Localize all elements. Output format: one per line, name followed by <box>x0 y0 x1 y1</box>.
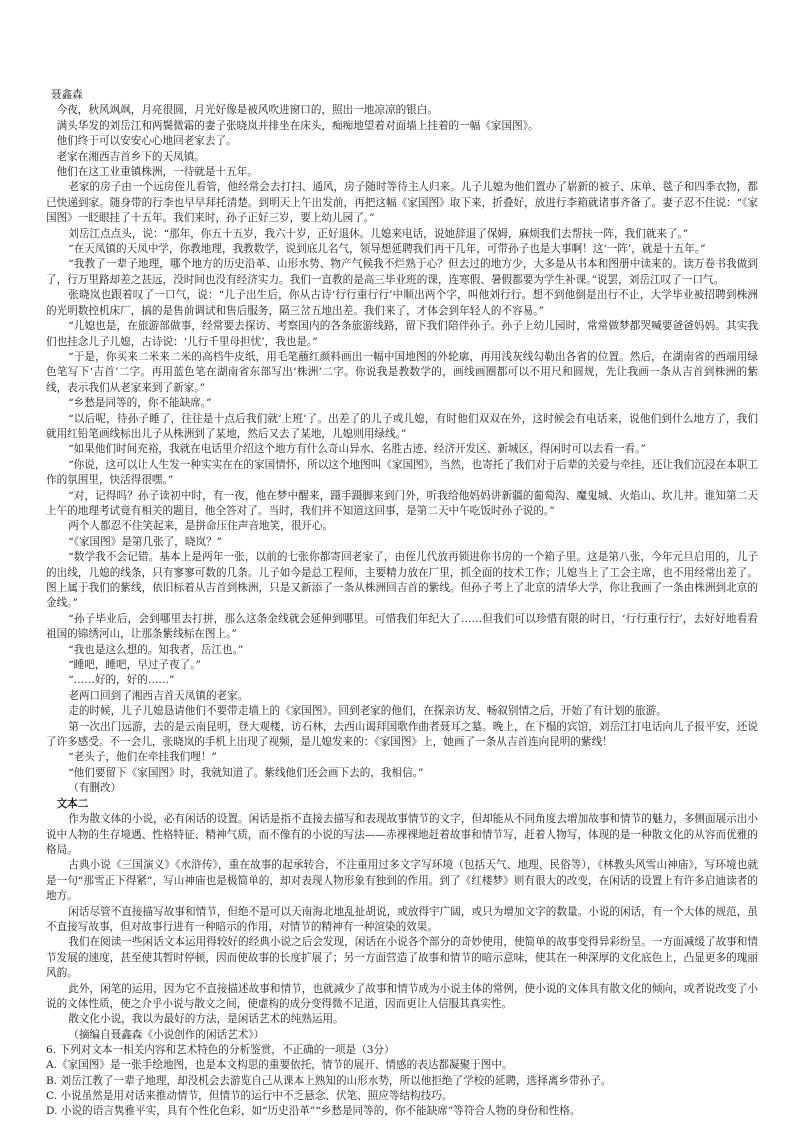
author-name: 聂鑫森 <box>51 89 83 101</box>
text-paragraph: 老家的房子由一个远房侄儿看管，他经常会去打扫、通风，房子随时等待主人归来。儿子儿媳为他们置办了崭新的被子、床单、毯子和四季衣物，都已快递到家。随身带的行李也早早拜托清楚。到明天上午出发前，再把这幅《家国图》取下来，折叠好，放进行李箱就诸事齐备了。妻子忍不住说：“《家国图》一眨眼挂了十五年。我们来时，孙子正好三岁，要上幼儿园了。” <box>46 181 758 225</box>
question-options <box>46 1058 758 1119</box>
text-paragraph: “数学我不会记错。基本上是两年一张，以前的七张你都寄回老家了，由侄儿代放再锁进你书房的一个箱子里。这是第八张，今年元旦启用的，儿子的出线，儿媳的线条，只有寥寥可数的几条。儿子如今是总工程师，主要精力放在厂里，抓全面的技术工作；儿媳当上了工会主席，也不用经常出差了。图上属于我们的紫线，依旧标着从吉首到株洲，只是又新添了一条从株洲回吉首的紫线。但孙子考上了北京的清华大学，你让我画了一条由株洲到北京的金线。” <box>46 551 758 610</box>
text-paragraph: “以后呢，待孙子睡了，往往是十点后我们就‘上班’了。出差了的儿子或儿媳，有时他们双双在外，这时候会有电话来，说他们到什么地方了，我们就用红铅笔画线标出儿子从株洲到了某地，然后又去了某地，儿媳则用绿线。” <box>46 412 758 440</box>
exam-page <box>46 88 758 1119</box>
text-paragraph: 老家在湘西吉首乡下的天凤镇。 <box>56 150 205 163</box>
text-paragraph: 刘岳江点点头，说：“那年，你五十五岁，我六十岁，正好退休。儿媳来电话，说她辞退了保姆，麻烦我们去帮扶一阵，我们就来了。” <box>68 227 689 240</box>
text-two-heading: 文本二 <box>56 797 89 810</box>
text-paragraph: 散文化小说，我以为最好的方法，是闲话艺术的纯熟运用。 <box>68 1013 344 1026</box>
text-paragraph: 此外，闲笔的运用，因为它不直接描述故事和情节，也就减少了故事和情节成为小说主体的常例，使小说的文体具有散文化的倾向，或者说改变了小说的文体性质，使之介乎小说与散文之间，使虚构的成分变得微不足道，因而更让人信服其真实性。 <box>46 982 758 1010</box>
text-paragraph: 第一次出门远游，去的是云南昆明，登大观楼，访石林，去西山谒拜国歌作曲者聂耳之墓。晚上，在下榻的宾馆，刘岳江打电话向儿子报平安，还说了许多感受。不一会儿，张晓岚的手机上出现了视频，是儿媳发来的：《家国图》上，她画了一条从吉首连向昆明的紫线！ <box>46 720 758 749</box>
text-one-body <box>46 103 758 796</box>
text-paragraph: 满头华发的刘岳江和两鬓微霜的妻子张晓岚并排坐在床头，痴痴地望着对面墙上挂着的一幅《家国图》。 <box>56 119 539 132</box>
text-paragraph: “老头子，他们在牵挂我们哩！” <box>68 751 217 764</box>
question-stem: 6. 下列对文本一相关内容和艺术特色的分析鉴赏，不正确的一项是（3分） <box>46 1044 395 1057</box>
text-paragraph: 老两口回到了湘西吉首天凤镇的老家。 <box>68 689 249 702</box>
text-paragraph: 走的时候，儿子儿媳恳请他们不要带走墙上的《家国图》。回到老家的他们，在探亲访友、畅叙别情之后，开始了有计划的旅游。 <box>68 705 667 718</box>
text-two-body <box>46 812 758 1043</box>
answer-option: C. 小说虽然是用对话来推动情节，但情节的运行中不乏悬念、伏笔、照应等结构技巧。 <box>46 1089 453 1102</box>
text-paragraph: （有删改） <box>68 782 122 795</box>
text-paragraph: “对，记得吗？孙子读初中时，有一夜，他在梦中醒来，蹑手蹑脚来到门外，听我给他妈妈讲新疆的葡萄沟、魔鬼城、火焰山、坎儿井。谁知第二天上午的地理考试竟有相关的题目，他全答对了。当时，我们并不知道这回事，是第二天中午吃饭时孙子说的。” <box>46 489 758 517</box>
text-paragraph: 作为散文体的小说，必有闲话的设置。闲话是指不直接去描写和表现故事情节的文字，但却能从不同角度去增加故事和情节的魅力，多侧面展示出小说中人物的生存境遇、性格特征、精神气质，而不像有的小说的写法——赤裸裸地赶着故事和情节写，赶着人物写，体现的是一种散文化的从容而优雅的格局。 <box>46 813 758 856</box>
text-paragraph: “如果他们时间充裕，我就在电话里介绍这个地方有什么奇山异水、名胜古迹、经济开发区、新城区，得闲时可以去看一看。” <box>68 443 646 456</box>
text-paragraph: “儿媳也是，在旅游部做事，经常要去探访、考察国内的各条旅游线路，留下我们陪伴孙子。孙子上幼儿园时，常常做梦都哭喊要爸爸妈妈。其实我们也挂念儿子儿媳，古诗说：‘儿行千里母担忧’，我也是。” <box>46 320 758 348</box>
text-paragraph: “孙子毕业后，会到哪里去打拼，那么这条金线就会延伸到哪里。可惜我们年纪大了……但我们可以珍惜有限的时日，‘行行重行行’，去好好地看看祖国的锦绣河山，让那条紫线标在图上。” <box>46 612 758 641</box>
answer-option: A.《家国图》是一张手绘地图，也是本文构思的重要依托，情节的展开、情感的表达都凝聚于图中。 <box>46 1059 513 1072</box>
text-paragraph: “乡愁是同等的，你不能缺席。” <box>68 397 212 410</box>
text-paragraph: 张晓岚也跟着叹了一口气，说：“儿子出生后，你从古诗‘行行重行行’中顺出两个字，叫他刘行行。想不到他倒是出行不止，大学毕业被招聘到株洲的光明数控机床厂，搞的是售前调试和售后服务，隔三岔五地出差。我们来了，才体会到年轻人的不容易。” <box>46 289 758 317</box>
text-paragraph: 闲话尽管不直接描写故事和情节，但绝不是可以天南海北地乱扯胡说，或放得宇广阔，或只为增加文字的数量。小说的闲话，有一个大体的规范，虽不直接写故事，但对故事行进有一种暗示的作用，对情节的精神有一种渲染的效果。 <box>46 905 758 933</box>
answer-option: D. 小说的语言隽雅平实，具有个性化色彩，如“历史沿革”“乡愁是同等的，你不能缺席”等符合人物的身份和性格。 <box>46 1105 581 1117</box>
text-paragraph: “……好的，好的……” <box>68 674 175 687</box>
text-paragraph: “我教了一辈子地理，哪个地方的历史沿革、山形水势、物产气候我不烂熟于心？但去过的地方少，大多是从书本和图册中读来的。读万卷书我做到了，行万里路却差之甚远，没时间也没有经济实力。我们一直教的是高三毕业班的课，连寒假、暑假都要为学生补课。”说罢，刘岳江叹了一口气。 <box>46 258 758 286</box>
text-paragraph: 今夜，秋风飒飒，月亮很圆，月光好像是被风吹进窗口的，照出一地凉凉的银白。 <box>56 104 438 117</box>
text-paragraph: “于是，你买来二米来二米的高档牛皮纸，用毛笔蘸红颜料画出一幅中国地图的外轮廓，再用浅灰线勾勒出各省的位置。然后，在湖南省的西端用绿色笔写下‘吉首’二字。再用蓝色笔在湖南省东部写出‘株洲’二字。你说我是教数学的，画线画圈都可以不用尺和圆规，先让我画一条从吉首到株洲的紫线，表示我们从老家来到了新家。” <box>46 350 758 394</box>
text-paragraph: “你说，这可以让人生发一种实实在在的家国情怀，所以这个地图叫《家国图》，当然，也寄托了我们对于后辈的关爱与牵挂，还让我们沉浸在本职工作的氛围里，快活得很嘿。” <box>46 458 758 487</box>
text-paragraph: “他们要留下《家国图》时，我就知道了。紫线他们还会画下去的，我相信。” <box>68 766 424 779</box>
text-paragraph: 古典小说《三国演义》《水浒传》，重在故事的起承转合，不注重用过多文字写环境（包括天气、地理、民俗等），《林教头风雪山神庙》，写环境也就是一句“那雪正下得紧”，写山神庙也是极简单的，却对表现人物形象有独到的作用。到了《红楼梦》则有很大的改变，在闲话的设置上有许多启迪读者的地方。 <box>46 859 758 903</box>
answer-option: B. 刘岳江教了一辈子地理，却没机会去游览自己从课本上熟知的山形水势，所以他拒绝了学校的延聘，选择离乡带孙子。 <box>46 1074 612 1087</box>
text-paragraph: （摘编自聂鑫森《小说创作的闲话艺术》） <box>68 1028 265 1041</box>
text-paragraph: “在天凤镇的天凤中学，你教地理，我教数学，说到底儿名气，领导想延聘我们再干几年，可带孙子也是大事啊！这‘一阵’，就是十五年。” <box>68 243 706 256</box>
text-paragraph: 两个人都忍不住笑起来，是拼命压住声音地笑，很开心。 <box>68 520 334 533</box>
text-paragraph: “《家国图》是第几张了，晓岚？” <box>68 535 223 548</box>
text-paragraph: 他们终于可以安安心心地回老家去了。 <box>56 135 237 148</box>
text-paragraph: 我们在阅读一些闲话文本运用得较好的经典小说之后会发现，闲话在小说各个部分的奇妙使用，使简单的故事变得异彩纷呈。一方面减缓了故事和情节发展的速度，甚至使其暂时停顿，因而使故事的长度扩展了；另一方面营造了故事和情节的暗示意味，使其在一种深厚的文化底色上，凸显更多的瑰丽风韵。 <box>46 936 758 980</box>
text-paragraph: 他们在这工业重镇株洲，一待就是十五年。 <box>56 166 258 179</box>
text-paragraph: “我也是这么想的。知我者，岳江也。” <box>68 643 244 656</box>
text-paragraph: “睡吧，睡吧，早过子夜了。” <box>68 659 201 672</box>
